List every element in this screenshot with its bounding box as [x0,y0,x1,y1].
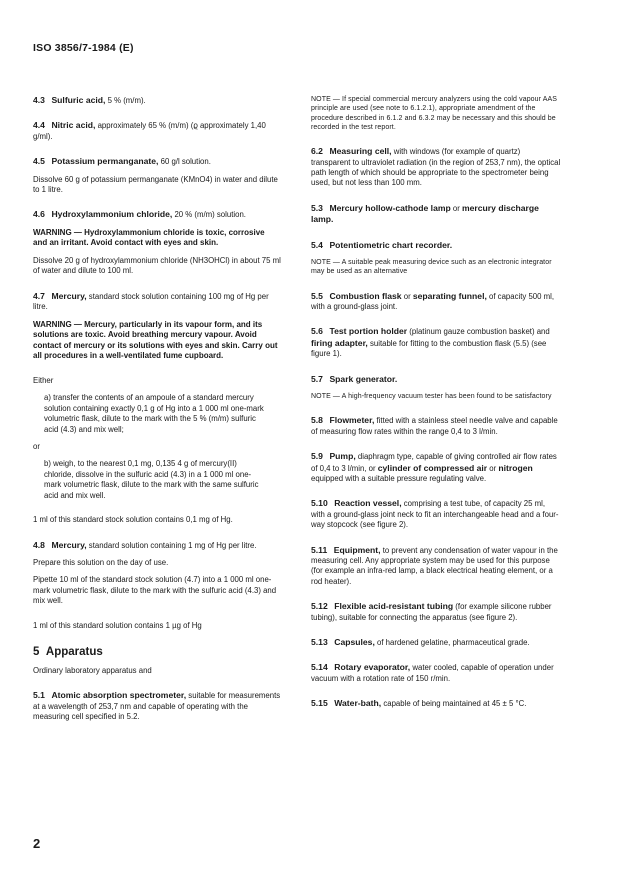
warning-hydroxylammonium: WARNING — Hydroxylammonium chloride is toxic, corrosive and an irritant. Avoid contact with eyes and skin. [33,227,265,248]
section-5-1: 5.1 Atomic absorption spectrometer, suitable for measurements at a wavelength of 253,7 nm and capable of operating with the measuring cell specified in 5.2. [33,690,281,722]
section-5-10: 5.10 Reaction vessel, comprising a test tube, of capacity 25 ml, with a ground-glass joint neck to fit an interchangeable head and a four-way stopcock (see figure 2). [311,498,559,530]
section-5-body: Ordinary laboratory apparatus and [33,665,152,675]
section-4-8-p2: Prepare this solution on the day of use. [33,557,169,567]
section-4-8-p4: 1 ml of this standard solution contains 1 µg of Hg [33,620,202,630]
section-4-3: 4.3 Sulfuric acid, 5 % (m/m). [33,95,146,105]
section-5-3: 5.3 Mercury hollow-cathode lamp or mercury discharge lamp. [311,202,539,225]
note-vacuum-tester: NOTE — A high-frequency vacuum tester has been found to be satisfactory [311,393,552,401]
section-4-7-last: 1 ml of this standard stock solution contains 0,1 mg of Hg. [33,515,233,525]
either-label: Either [33,376,54,386]
or-label: or [33,442,40,452]
section-4-6: 4.6 Hydroxylammonium chloride, 20 % (m/m) solution. [33,209,246,220]
section-4-5-body: Dissolve 60 g of potassium permanganate (KMnO4) in water and dilute to 1 litre. [33,174,278,195]
section-5-12: 5.12 Flexible acid-resistant tubing (for example silicone rubber tubing), suitable for connecting the apparatus (see figure 2). [311,601,552,622]
warning-mercury: WARNING — Mercury, particularly in its vapour form, and its solutions are toxic. Avoid breathing mercury vapour. Avoid contact of mercury or its solutions with eyes and skin. Carry out all procedures in a well-ventilated fume cupboard. [33,319,278,361]
option-a: a) transfer the contents of an ampoule of a standard mercury solution containing exactly 0,1 g of Hg into a 1 000 ml one-mark volumetric flask, dilute to the mark with the 5 % (m/m) sulfuric acid (4.3) and mix well; [44,393,264,434]
section-5-2: 6.2 Measuring cell, with windows (for example of quartz) transparent to ultraviolet radiation (in the region of 253,7 nm), the optical path length of which should be appropriate to the spectrometer being used, but not less than 100 mm. [311,146,561,188]
section-5-13: 5.13 Capsules, of hardened gelatine, pharmaceutical grade. [311,637,530,648]
section-5-9: 5.9 Pump, diaphragm type, capable of giving controlled air flow rates of 0,4 to 3 l/min, or cylinder of compressed air or nitrogen equipped with a suitable pressure regulating valve. [311,451,557,483]
section-5-11: 5.11 Equipment, to prevent any condensation of water vapour in the measuring cell. Any appropriate system may be used for this purpose (for example an infra-red lamp, a black electrical heating element, or a rod heater). [311,544,558,586]
section-5-7: 5.7 Spark generator. [311,373,398,384]
section-5-5: 5.5 Combustion flask or separating funnel, of capacity 500 ml, with a ground-glass joint. [311,290,555,312]
section-4-6-body: Dissolve 20 g of hydroxylammonium chloride (NH3OHCl) in about 75 ml of water and dilute to 100 ml. [33,256,281,276]
section-4-8: 4.8 Mercury, standard solution containing 1 mg of Hg per litre. [33,539,257,550]
section-4-7: 4.7 Mercury, standard stock solution containing 100 mg of Hg per litre. [33,290,269,312]
section-4-8-p3: Pipette 10 ml of the standard stock solution (4.7) into a 1 000 ml one-mark volumetric flask, dilute to the mark with the sulfuric acid (4.3) and mix well. [33,575,277,606]
section-4-5: 4.5 Potassium permanganate, 60 g/l solution. [33,156,211,167]
section-5-6: 5.6 Test portion holder (platinum gauze combustion basket) and firing adapter, suitable for fitting to the combustion flask (5.5) (see figure 1). [311,326,550,359]
section-5-8: 5.8 Flowmeter, fitted with a stainless steel needle valve and capable of measuring flow rates within the range 0,4 to 3 l/min. [311,415,558,436]
section-5-heading: 5 Apparatus [33,645,103,658]
document-header: ISO 3856/7-1984 (E) [33,42,134,54]
section-5-4: 5.4 Potentiometric chart recorder. [311,239,453,250]
note-analyzers: NOTE — If special commercial mercury analyzers using the cold vapour AAS principle are used (see note to 6.1.2.1), appropriate amendment of the procedure described in 6.1.2 and 6.3.2 may be necessary and this should be recorded in the test report. [311,96,558,131]
left-column [33,95,281,723]
section-5-15: 5.15 Water-bath, capable of being maintained at 45 ± 5 °C. [311,698,527,709]
section-5-14: 5.14 Rotary evaporator, water cooled, capable of operation under vacuum with a rotation rate of 150 r/min. [311,662,554,683]
right-column [311,95,561,710]
page-number: 2 [33,836,41,851]
note-integrator: NOTE — A suitable peak measuring device such as an electronic integrator may be used as an alternative [311,259,552,276]
option-b: b) weigh, to the nearest 0,1 mg, 0,135 4 g of mercury(II) chloride, dissolve in the sulfuric acid (4.3) in a 1 000 ml one-mark volumetric flask, dilute to the mark with the same sulfuric acid and mix well. [44,459,259,500]
section-4-4: 4.4 Nitric acid, approximately 65 % (m/m) (ϱ approximately 1,40 g/ml). [33,120,266,141]
